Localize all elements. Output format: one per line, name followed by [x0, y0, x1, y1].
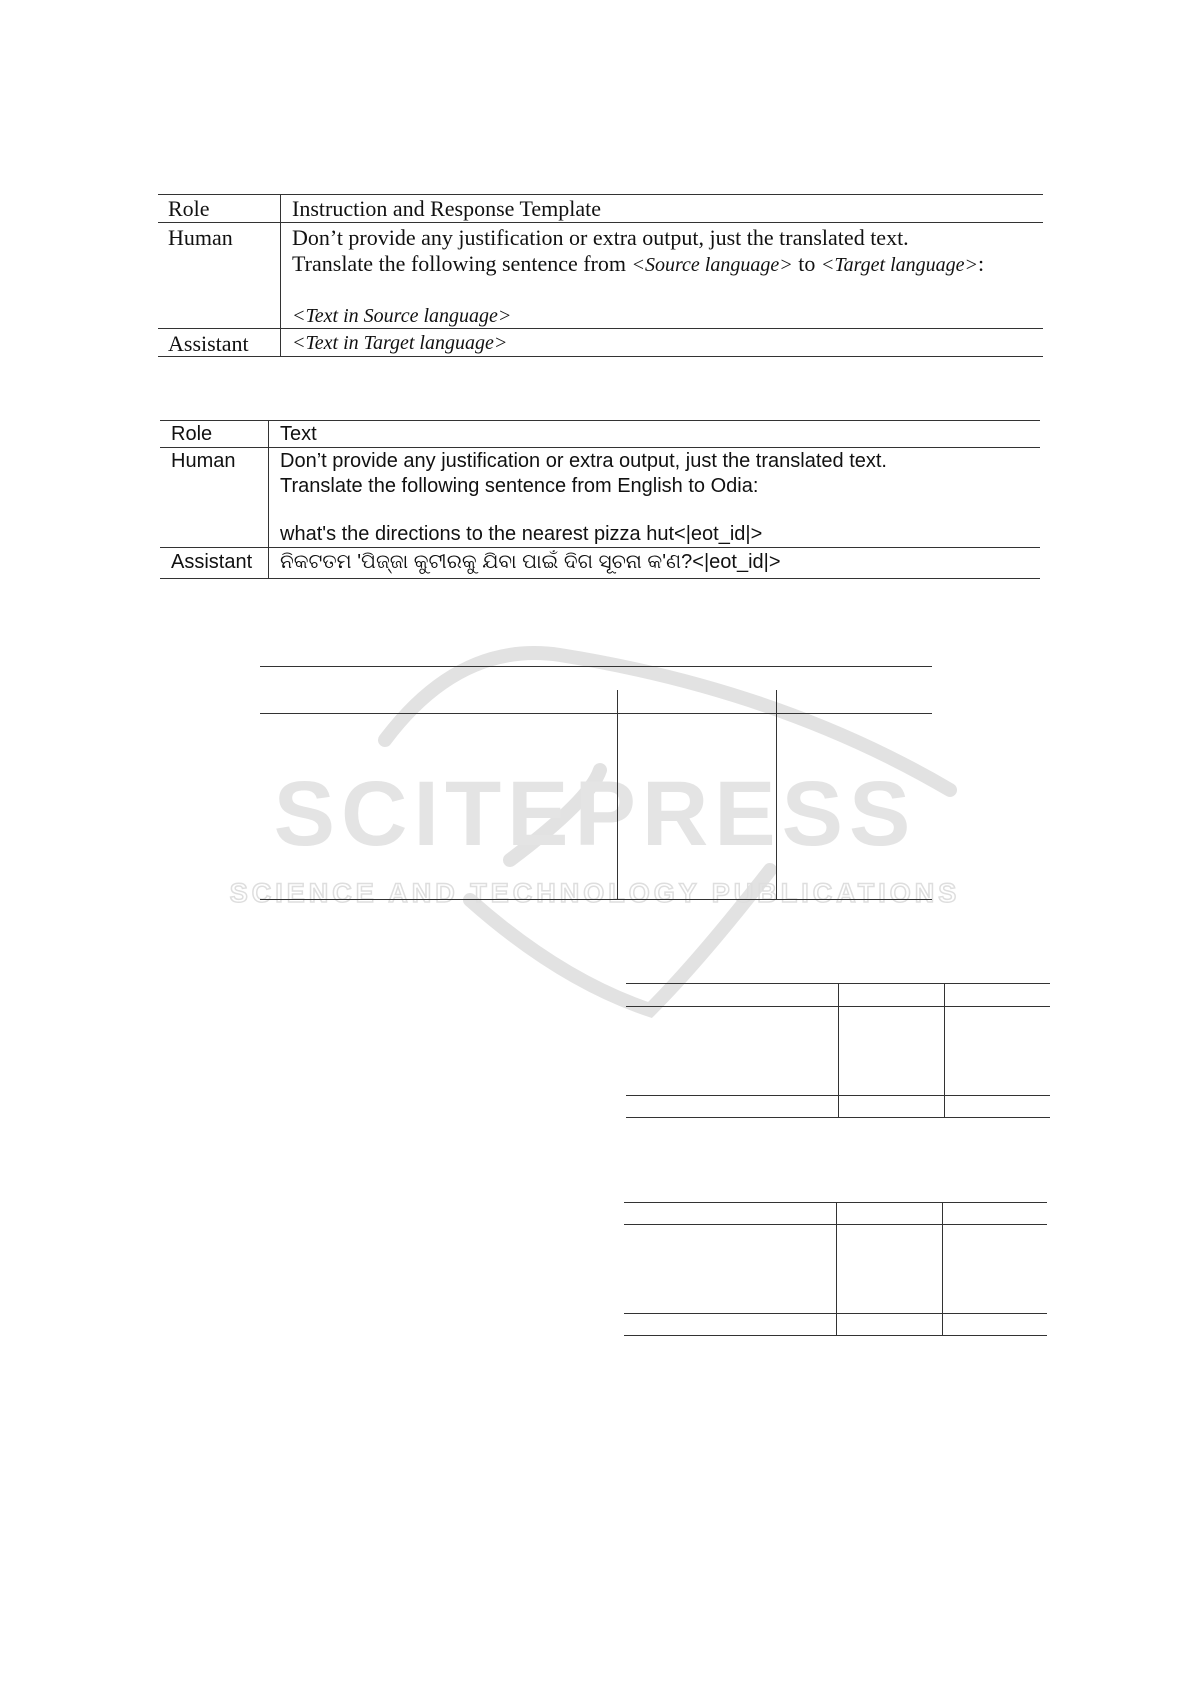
watermark-arc-icon	[385, 653, 950, 790]
table2-assistant-role: Assistant	[171, 551, 253, 573]
table1-human-source-text: <Text in Source language>	[292, 305, 512, 327]
watermark-sub-text: SCIENCE AND TECHNOLOGY PUBLICATIONS	[229, 878, 961, 908]
table2-header-role: Role	[171, 423, 213, 445]
table1-human-line1: Don’t provide any justification or extra output, just the translated text.	[292, 225, 909, 250]
table1-assistant-role: Assistant	[168, 331, 249, 356]
table1-header-content: Instruction and Response Template	[292, 196, 602, 221]
table2-assistant-text: ନିକଟତମ 'ପିଜ୍ଜା କୁଟୀରକୁ ଯିବା ପାଇଁ ଦିଗ ସୂଚନା କ'ଣ?<|eot_id|>	[280, 551, 781, 573]
table1-header-role: Role	[168, 196, 210, 221]
watermark-main-text: SCITEPRESS	[273, 763, 917, 865]
table1-assistant-target-text: <Text in Target language>	[292, 332, 508, 354]
table1-human-role: Human	[168, 225, 233, 250]
table2-header-content: Text	[280, 423, 317, 445]
table1-human-line2: Translate the following sentence from <Source language> to <Target language>:	[292, 251, 985, 276]
table2-human-line1: Don’t provide any justification or extra output, just the translated text.	[280, 450, 887, 472]
table2-human-line2: Translate the following sentence from English to Odia:	[280, 475, 759, 497]
watermark-swoosh-icon	[470, 870, 770, 1010]
table2-human-role: Human	[171, 450, 236, 472]
table2-human-line3: what's the directions to the nearest pizza hut<|eot_id|>	[280, 523, 763, 545]
